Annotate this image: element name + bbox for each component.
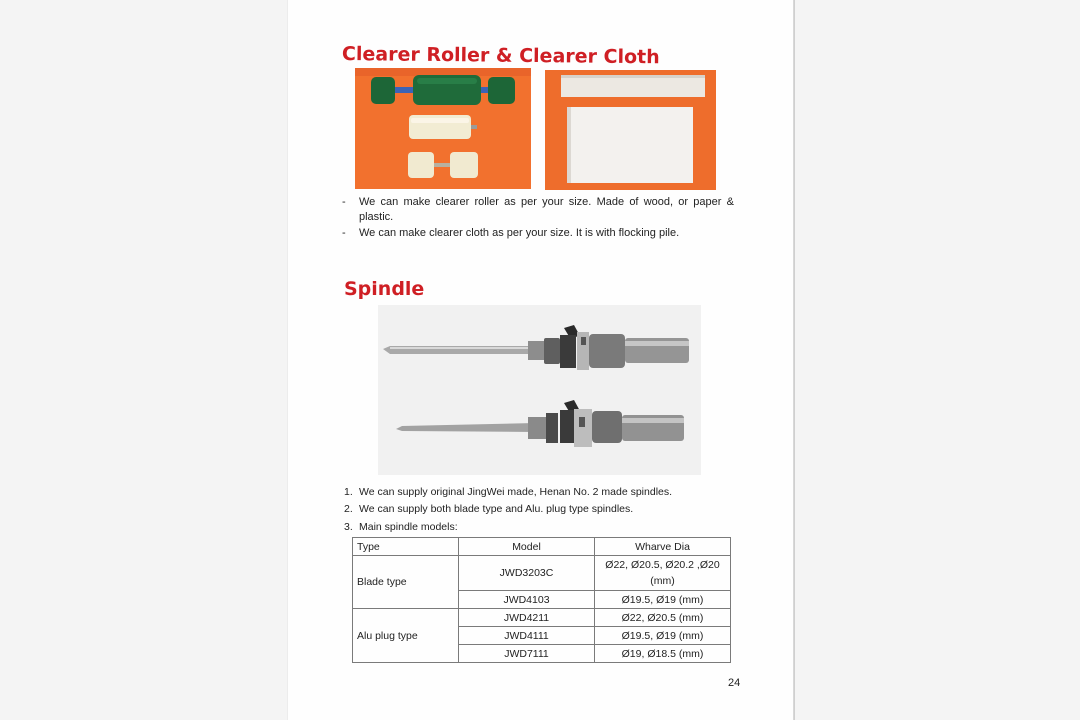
model-cell: JWD4211 <box>459 609 595 627</box>
type-cell: Blade type <box>353 556 459 609</box>
document-page <box>288 0 793 720</box>
point-2: 2. We can supply both blade type and Alu. plug type spindles. <box>344 503 634 515</box>
header-wharve-dia: Wharve Dia <box>595 538 731 556</box>
model-cell: JWD4103 <box>459 591 595 609</box>
model-cell: JWD4111 <box>459 627 595 645</box>
dia-cell: Ø19.5, Ø19 (mm) <box>595 627 731 645</box>
section-title-spindle: Spindle <box>344 278 425 300</box>
model-cell: JWD7111 <box>459 645 595 663</box>
section-title-clearer: Clearer Roller & Clearer Cloth <box>341 43 660 69</box>
point-1: 1. We can supply original JingWei made, Henan No. 2 made spindles. <box>344 486 673 498</box>
bullet-roller-text: - We can make clearer roller as per your size. Made of wood, or paper & plastic. <box>342 196 734 223</box>
spindle-photo <box>378 305 701 475</box>
bullet-cloth-text: - We can make clearer cloth as per your size. It is with flocking pile. <box>342 227 680 239</box>
header-model: Model <box>459 538 595 556</box>
page-edge-shadow <box>793 0 795 720</box>
type-cell: Alu plug type <box>353 609 459 663</box>
point-3: 3. Main spindle models: <box>344 521 458 533</box>
table-row <box>353 609 731 627</box>
spindle-models-table <box>352 537 731 663</box>
table-row <box>353 556 731 591</box>
model-cell: JWD3203C <box>459 556 595 591</box>
table-header-row <box>353 538 731 556</box>
dia-cell: Ø19, Ø18.5 (mm) <box>595 645 731 663</box>
dia-cell: Ø22, Ø20.5, Ø20.2 ,Ø20 (mm) <box>595 556 731 591</box>
header-type: Type <box>353 538 459 556</box>
clearer-roller-photo <box>355 68 531 189</box>
dia-cell: Ø19.5, Ø19 (mm) <box>595 591 731 609</box>
dia-cell: Ø22, Ø20.5 (mm) <box>595 609 731 627</box>
page-number: 24 <box>728 677 741 689</box>
clearer-cloth-photo <box>545 70 716 190</box>
